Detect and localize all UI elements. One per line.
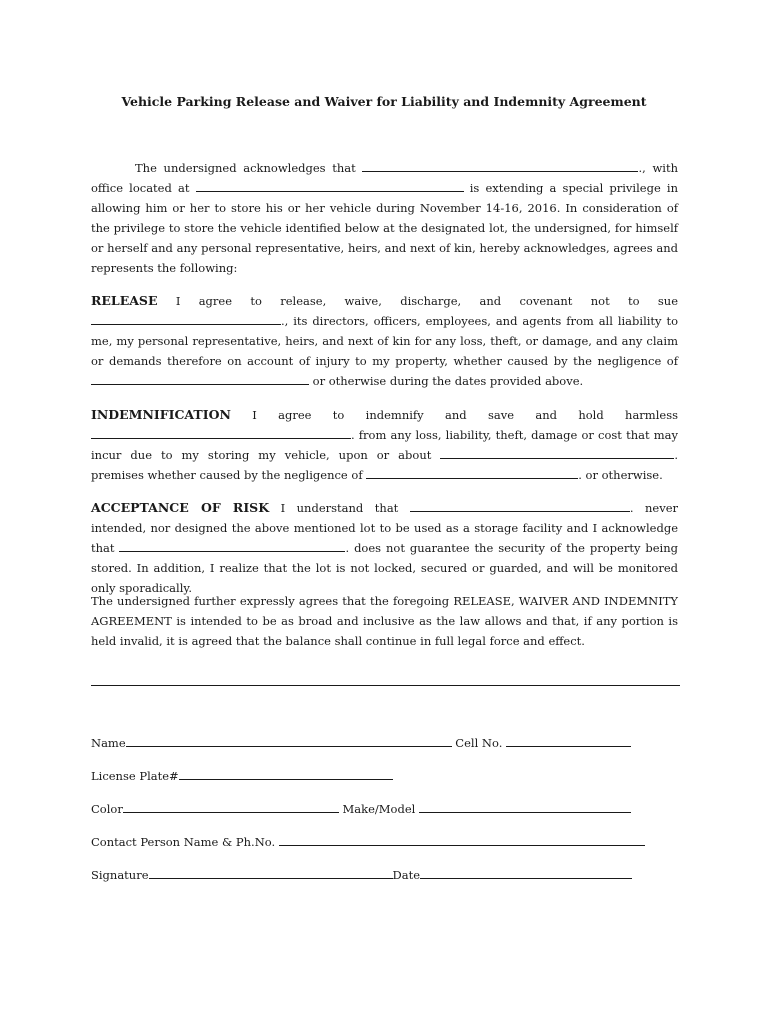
release-text-2: ., its directors, officers, employees, and agents from all liability to me, my personal representative, heirs, and next of kin for any loss, theft, or damage, and any claim or demands therefore on account of injury to my property, whether caused by the negligence of [91,314,678,368]
indemnification-text-3: . premises whether caused by the negligence of [91,448,679,482]
color-label: Color [91,802,123,816]
risk-party-blank[interactable] [410,499,630,512]
intro-text-1: The undersigned acknowledges that [135,161,356,175]
intro-text-2: ., with office located at [91,161,678,195]
risk-paragraph [91,498,678,598]
indemnification-heading: INDEMNIFICATION [91,407,231,422]
release-text-3: or otherwise during the dates provided above. [312,374,584,388]
release-negligence-blank[interactable] [91,372,309,385]
release-text-1: I agree to release, waive, discharge, and covenant not to sue [175,294,678,308]
release-paragraph [91,291,678,391]
contact-field[interactable] [279,834,645,846]
date-field[interactable] [420,867,632,879]
plate-label: License Plate# [91,769,179,783]
color-make-row [91,801,631,817]
risk-heading: ACCEPTANCE OF RISK [91,500,270,515]
name-field[interactable] [126,735,452,747]
intro-text-3: is extending a special privilege in allowing him or her to store his or her vehicle during November 14-16, 2016. In consideration of the privilege to store the vehicle identified below at the designated lot, the undersigned, for himself or herself and any personal representative, heirs, and next of kin, hereby acknowledges, agrees and represents the following: [91,181,678,275]
company-name-blank[interactable] [362,159,638,172]
document-title: Vehicle Parking Release and Waiver for Liability and Indemnity Agreement [121,94,647,109]
signature-date-row [91,867,632,883]
signature-field[interactable] [149,867,393,879]
make-label: Make/Model [342,802,416,816]
risk-text-3: . does not guarantee the security of the property being stored. In addition, I realize that the lot is not locked, secured or guarded, and will be monitored only sporadically. [91,541,679,595]
make-field[interactable] [419,801,631,813]
closing-paragraph: The undersigned further expressly agrees that the foregoing RELEASE, WAIVER AND INDEMNITY AGREEMENT is intended to be as broad and inclusive as the law allows and that, if any portion is held invalid, it is agreed that the balance shall continue in full legal force and effect. [91,594,678,648]
risk-guarantor-blank[interactable] [119,539,345,552]
indemnification-negligence-blank[interactable] [366,466,578,479]
indemnification-text-4: . or otherwise. [578,468,663,482]
name-cell-row [91,735,631,751]
contact-row [91,834,645,850]
color-field[interactable] [123,801,339,813]
indemnification-paragraph [91,405,678,485]
cell-field[interactable] [506,735,631,747]
contact-label: Contact Person Name & Ph.No. [91,835,276,849]
indemnification-text-1: I agree to indemnify and save and hold harmless [252,408,678,422]
plate-row [91,768,393,784]
indemnification-text-2: . from any loss, liability, theft, damage or cost that may incur due to my storing my vehicle, upon or about [91,428,678,462]
release-party-blank[interactable] [91,312,281,325]
name-label: Name [91,736,126,750]
date-label: Date [392,868,421,882]
signature-label: Signature [91,868,149,882]
section-divider [91,685,680,686]
office-location-blank[interactable] [196,179,464,192]
release-heading: RELEASE [91,293,158,308]
premises-blank[interactable] [440,446,674,459]
risk-text-2: . never intended, nor designed the above mentioned lot to be used as a storage facility and I acknowledge that [91,501,679,555]
risk-text-1: I understand that [280,501,399,515]
plate-field[interactable] [179,768,393,780]
cell-label: Cell No. [455,736,503,750]
intro-paragraph [91,158,678,278]
indemnified-party-blank[interactable] [91,426,351,439]
